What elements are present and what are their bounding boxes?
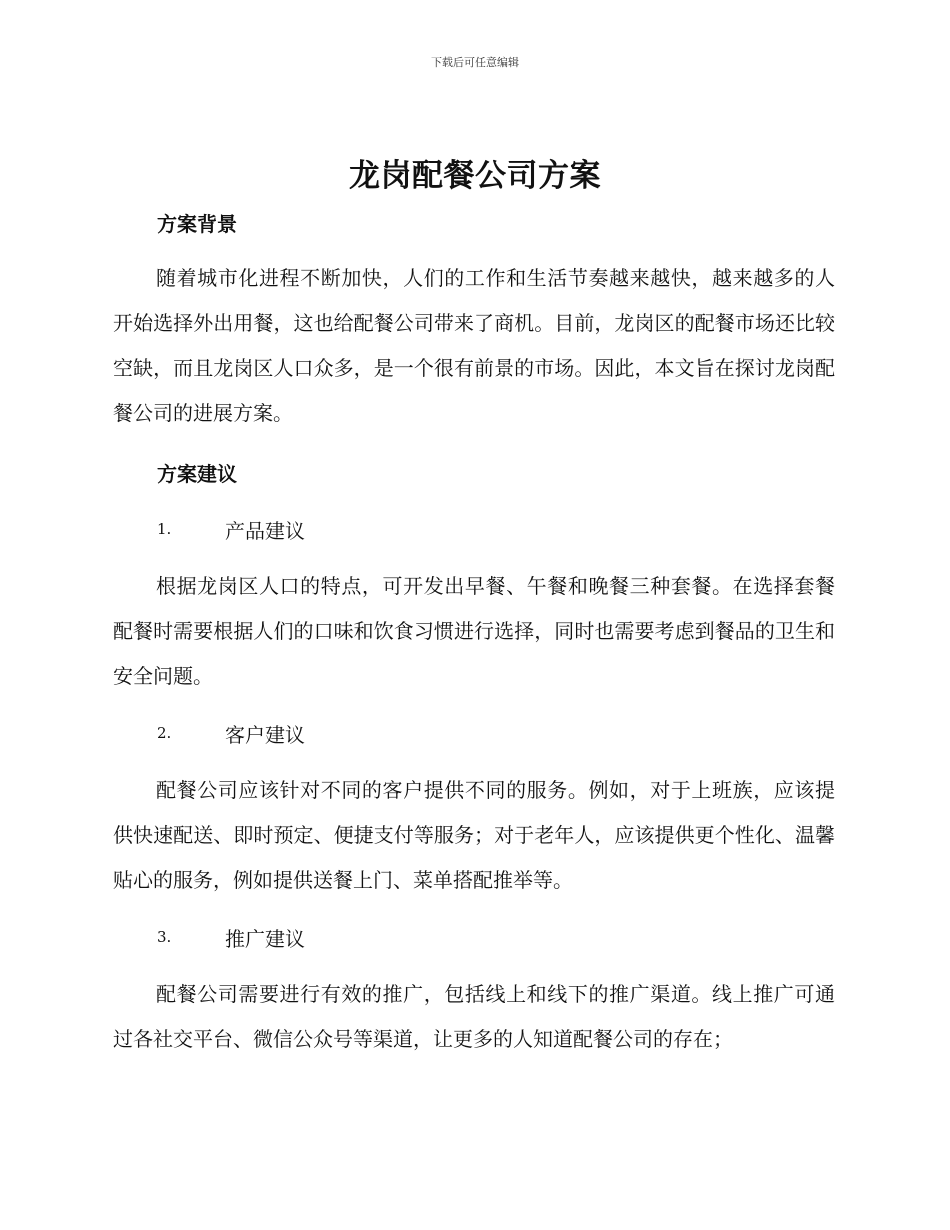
header-note: 下载后可任意编辑 xyxy=(431,56,519,69)
list-number: 3. xyxy=(157,928,172,946)
list-number: 2. xyxy=(157,724,172,742)
background-paragraph: 随着城市化进程不断加快，人们的工作和生活节奏越来越快，越来越多的人开始选择外出用餐，这也给配餐公司带来了商机。目前，龙岗区的配餐市场还比较空缺，而且龙岗区人口众多，是一个很有前景的市场。因此，本文旨在探讨龙岗配餐公司的进展方案。 xyxy=(113,266,835,425)
list-item-customer xyxy=(157,718,305,748)
list-item-product xyxy=(157,514,305,544)
product-paragraph: 根据龙岗区人口的特点，可开发出早餐、午餐和晚餐三种套餐。在选择套餐配餐时需要根据人们的口味和饮食习惯进行选择，同时也需要考虑到餐品的卫生和安全问题。 xyxy=(113,574,835,688)
list-item-promotion xyxy=(157,922,305,952)
list-label: 客户建议 xyxy=(225,722,305,747)
list-label: 产品建议 xyxy=(225,518,305,543)
section-heading-background: 方案背景 xyxy=(157,212,237,236)
document-title: 龙岗配餐公司方案 xyxy=(349,158,601,194)
list-number: 1. xyxy=(157,520,172,538)
customer-paragraph: 配餐公司应该针对不同的客户提供不同的服务。例如，对于上班族，应该提供快速配送、即时预定、便捷支付等服务；对于老年人，应该提供更个性化、温馨贴心的服务，例如提供送餐上门、菜单搭配推举等。 xyxy=(113,778,835,892)
promotion-paragraph: 配餐公司需要进行有效的推广，包括线上和线下的推广渠道。线上推广可通过各社交平台、微信公众号等渠道，让更多的人知道配餐公司的存在； xyxy=(113,982,835,1051)
section-heading-suggestions: 方案建议 xyxy=(157,462,237,486)
list-label: 推广建议 xyxy=(225,926,305,951)
